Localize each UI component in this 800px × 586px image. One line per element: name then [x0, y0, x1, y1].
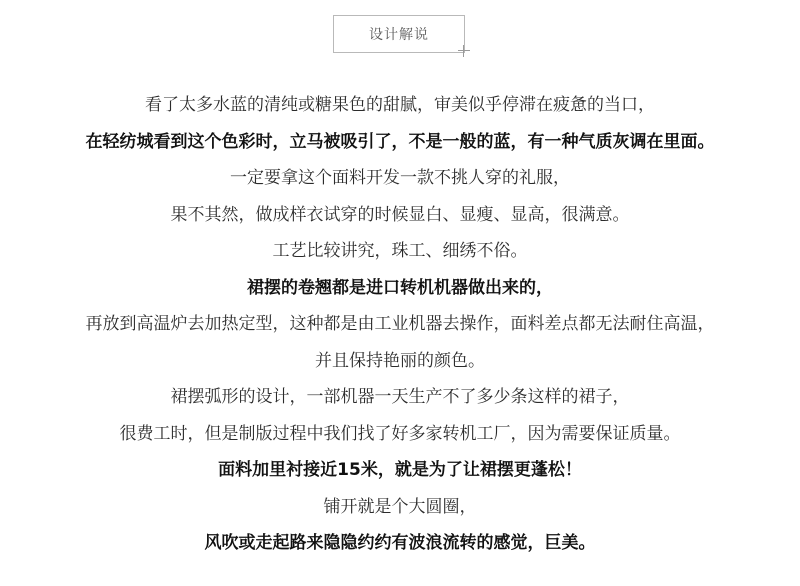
- description-line: 裙摆的卷翘都是进口转机机器做出来的，: [247, 277, 553, 298]
- description-line: 很费工时，但是制版过程中我们找了好多家转机工厂，因为需要保证质量。: [119, 423, 681, 444]
- section-title-box: [333, 15, 465, 53]
- description-line: 铺开就是个大圆圈，: [323, 496, 477, 517]
- description-line: 并且保持艳丽的颜色。: [315, 350, 485, 371]
- description-line: 在轻纺城看到这个色彩时，立马被吸引了，不是一般的蓝，有一种气质灰调在里面。: [85, 131, 715, 152]
- description-line: 再放到高温炉去加热定型，这种都是由工业机器去操作，面料差点都无法耐住高温，: [85, 314, 715, 334]
- description-line: 工艺比较讲究，珠工、细绣不俗。: [272, 241, 528, 261]
- crosshair-icon: [458, 45, 470, 57]
- description-line: 看了太多水蓝的清纯或糖果色的甜腻，审美似乎停滞在疲惫的当口，: [145, 95, 655, 115]
- description-line: 风吹或走起路来隐隐约约有波浪流转的感觉，巨美。: [204, 533, 596, 553]
- description-line: 一定要拿这个面料开发一款不挑人穿的礼服，: [230, 168, 570, 188]
- description-line: 果不其然，做成样衣试穿的时候显白、显瘦、显高，很满意。: [170, 204, 630, 225]
- section-title: 设计解说: [369, 27, 429, 43]
- description-line: 裙摆弧形的设计，一部机器一天生产不了多少条这样的裙子，: [170, 387, 630, 407]
- description-text-block: [0, 87, 800, 562]
- description-line: 面料加里衬接近15米，就是为了让裙摆更蓬松！: [218, 460, 582, 480]
